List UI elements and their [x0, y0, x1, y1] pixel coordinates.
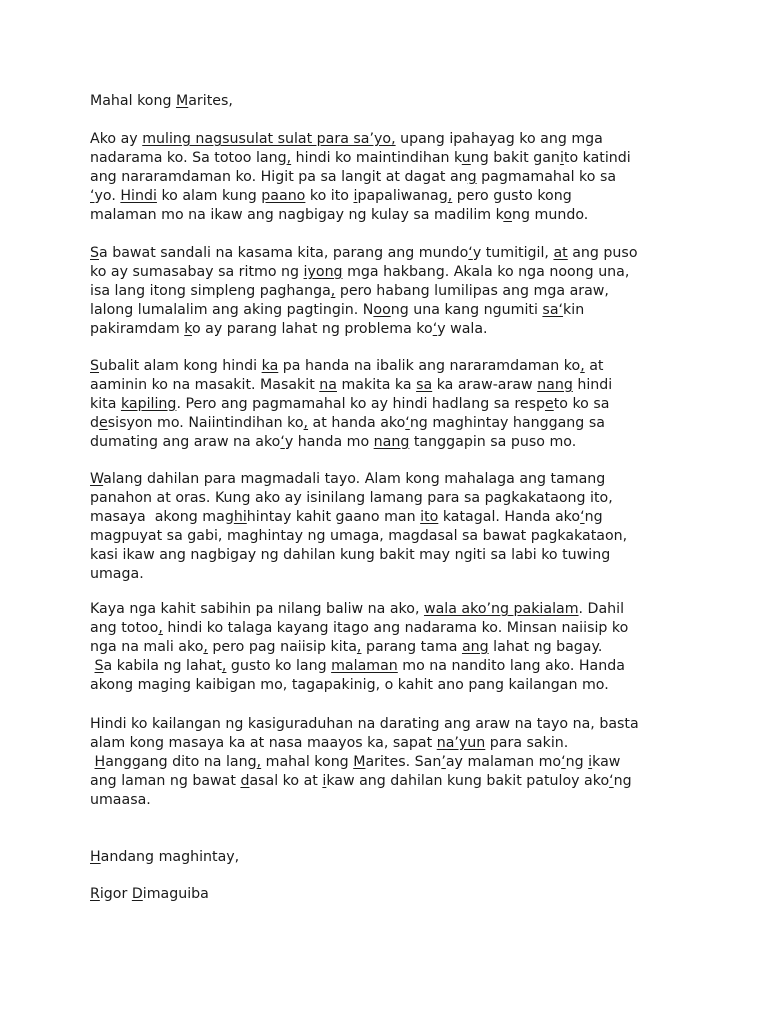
text-line — [90, 772, 690, 791]
text-run: lahat ng bagay. — [488, 638, 603, 655]
underlined-text: u — [461, 149, 471, 166]
text-run: mga hakbang. Akala ko nga noong una, — [342, 263, 630, 280]
text-line — [90, 885, 690, 904]
underlined-text: i — [353, 187, 358, 204]
text-run: pero gusto kong — [452, 187, 572, 204]
text-run: d — [90, 414, 100, 431]
text-line — [90, 619, 690, 638]
underlined-text: , — [256, 753, 262, 770]
text-run: pa handa na ibalik ang nararamdaman ko — [278, 358, 581, 374]
underlined-text: hi — [233, 508, 247, 525]
underlined-text: ‘ — [280, 433, 285, 450]
text-run: a bawat sandali na kasama kita, parang ang mundo — [99, 245, 469, 261]
underlined-text: k — [184, 320, 192, 337]
underlined-text: ang — [461, 638, 489, 655]
underlined-text: g — [467, 168, 477, 185]
underlined-text: i — [588, 753, 593, 770]
text-run: hindi ko talaga kayang itago ang nadarama ko. Minsan naiisip ko — [162, 619, 629, 636]
underlined-text: i — [559, 149, 564, 166]
underlined-text: kapiling — [120, 395, 177, 412]
text-run: y handa mo — [284, 433, 374, 450]
underlined-text: W — [90, 471, 104, 487]
underlined-text: sa — [416, 376, 433, 393]
underlined-text: o — [503, 206, 513, 223]
text-line — [90, 301, 690, 320]
text-run: yo. — [94, 187, 121, 204]
text-run: Mahal kong — [90, 93, 176, 109]
text-run: at handa ako — [308, 414, 406, 431]
text-line — [90, 676, 690, 695]
text-line — [90, 734, 690, 753]
text-run: sisyon mo. Naiintindihan ko — [107, 414, 304, 431]
underlined-text: ito — [420, 508, 439, 525]
underlined-text: S — [94, 657, 104, 674]
text-run: imaguiba — [142, 886, 209, 902]
text-run: masaya akong mag — [90, 508, 234, 525]
text-line — [90, 657, 690, 676]
underlined-text: ‘ — [468, 245, 473, 261]
text-run: kaw — [592, 753, 621, 770]
text-line — [90, 414, 690, 433]
text-run: arites. San — [365, 753, 442, 770]
underlined-text: iyong — [303, 263, 343, 280]
text-run: pakiramdam — [90, 320, 185, 337]
underlined-text: , — [447, 187, 453, 204]
text-line — [90, 527, 690, 546]
underlined-text: e — [99, 414, 108, 431]
text-run: ko alam kung — [156, 187, 262, 204]
underlined-text: , — [303, 414, 309, 431]
underlined-text: ’ — [441, 753, 446, 770]
text-run: y wala. — [437, 320, 488, 337]
text-run: tanggapin sa puso mo. — [409, 433, 577, 450]
underlined-text: muling nagsusulat sulat para sa’yo, — [142, 131, 396, 147]
text-line — [90, 395, 690, 414]
letter-paragraph-3 — [90, 357, 690, 452]
text-run: gusto ko lang — [226, 657, 332, 674]
text-run: hindi ko maintindihan k — [291, 149, 462, 166]
text-run: ang puso — [567, 245, 638, 261]
text-run: kin — [563, 301, 585, 318]
text-run: parang tama — [361, 638, 462, 655]
underlined-text: H — [90, 849, 101, 865]
text-run: ang laman ng bawat — [90, 772, 241, 789]
text-run: katagal. Handa ako — [438, 508, 581, 525]
letter-paragraph-6 — [90, 715, 690, 810]
underlined-text: Hindi — [120, 187, 157, 204]
text-run: to katindi — [563, 149, 631, 166]
letter-closing — [90, 848, 690, 867]
text-run: pero habang lumilipas ang mga araw, — [335, 282, 609, 299]
text-run: nga na mali ako — [90, 638, 204, 655]
text-run: alam kong masaya ka at nasa maayos ka, sapat — [90, 734, 437, 751]
text-line — [90, 433, 690, 452]
letter-paragraph-2 — [90, 244, 690, 339]
underlined-text: nang — [373, 433, 410, 450]
text-run: ng — [613, 772, 632, 789]
underlined-text: ‘ — [609, 772, 614, 789]
text-run: ng — [584, 508, 603, 525]
text-run: umaga. — [90, 565, 144, 582]
text-run: ng bakit gan — [470, 149, 560, 166]
text-line — [90, 715, 690, 734]
text-run: Ako ay — [90, 131, 143, 147]
text-run: ang nararamdaman ko. Higit pa sa langit at dagat an — [90, 168, 468, 185]
text-line — [90, 848, 690, 867]
text-line — [90, 546, 690, 565]
text-run: anggang dito na lang — [105, 753, 257, 770]
text-run: at — [584, 358, 604, 374]
text-run: . Dahil — [578, 601, 625, 617]
text-run: upang ipahayag ko ang mga — [395, 131, 603, 147]
text-run: kita — [90, 395, 121, 412]
text-run: panahon at oras. Kung ako ay isinilang lamang para sa pagkakataong ito, — [90, 489, 613, 506]
text-run: kasi ikaw ang nagbigay ng dahilan kung bakit may ngiti sa labi ko tuwing — [90, 546, 611, 563]
text-run: y tumitigil, — [472, 245, 554, 261]
text-run: o ay parang lahat ng problema ko — [191, 320, 433, 337]
text-line — [90, 206, 690, 225]
text-line — [90, 600, 690, 619]
underlined-text: R — [90, 886, 100, 902]
text-run: lalong lumalalim ang aking pagtingin. N — [90, 301, 374, 318]
text-run: pero pag naiisip kita — [207, 638, 357, 655]
text-line — [90, 791, 690, 810]
underlined-text: H — [94, 753, 106, 770]
text-line — [90, 357, 690, 376]
letter-paragraph-1 — [90, 130, 690, 225]
underlined-text: , — [330, 282, 336, 299]
text-run: malaman mo na ikaw ang nagbigay ng kulay sa madilim k — [90, 206, 504, 223]
underlined-text: , — [158, 619, 163, 636]
text-line — [90, 130, 690, 149]
text-run: igor — [99, 886, 132, 902]
text-line — [90, 565, 690, 584]
text-run: dumating ang araw na ako — [90, 433, 281, 450]
underlined-text: ‘ — [405, 414, 410, 431]
underlined-text: , — [286, 149, 292, 166]
underlined-text: M — [175, 93, 189, 109]
underlined-text: e — [544, 395, 554, 412]
text-run: Hindi ko kailangan ng kasiguraduhan na darating ang araw na tayo na, basta — [90, 716, 639, 732]
underlined-text: S — [90, 358, 100, 374]
letter-greeting — [90, 92, 690, 111]
text-run: . Pero ang pagmamahal ko ay hindi hadlang sa resp — [176, 395, 545, 412]
text-line — [90, 282, 690, 301]
letter-signature — [90, 885, 690, 904]
text-run: ang totoo — [90, 619, 159, 636]
text-line — [90, 244, 690, 263]
text-run: ng — [565, 753, 589, 770]
text-run: arites, — [188, 93, 233, 109]
text-run: akong maging kaibigan mo, tagapakinig, o kahit ano pang kailangan mo. — [90, 676, 609, 693]
underlined-text: M — [353, 753, 366, 770]
underlined-text: sa — [542, 301, 559, 318]
underlined-text: d — [240, 772, 250, 789]
text-line — [90, 638, 690, 657]
underlined-text: , — [203, 638, 208, 655]
underlined-text: , — [221, 657, 227, 674]
text-run: kaw ang dahilan kung bakit patuloy ako — [326, 772, 610, 789]
underlined-text: ka — [261, 358, 279, 374]
underlined-text: S — [90, 245, 100, 261]
text-run: ng mundo. — [512, 206, 589, 223]
underlined-text: , — [580, 358, 585, 374]
text-run: aaminin ko na masakit. Masakit — [90, 376, 320, 393]
underlined-text: na — [319, 376, 337, 393]
underlined-text: , — [356, 638, 362, 655]
text-run: papaliwanag — [357, 187, 448, 204]
underlined-text: ‘ — [561, 753, 566, 770]
text-line — [90, 263, 690, 282]
text-run: ng una kang ngumiti — [390, 301, 543, 318]
text-run: hindi — [572, 376, 613, 393]
text-run: a kabila ng lahat — [103, 657, 222, 674]
text-run: magpuyat sa gabi, maghintay ng umaga, magdasal sa bawat pagkakataon, — [90, 527, 628, 544]
underlined-text: malaman — [331, 657, 398, 674]
text-run: asal ko at — [249, 772, 323, 789]
underlined-text: paano — [261, 187, 306, 204]
text-line — [90, 489, 690, 508]
text-line — [90, 753, 690, 772]
text-line — [90, 149, 690, 168]
text-line — [90, 187, 690, 206]
letter-paragraph-4 — [90, 470, 690, 583]
text-line — [90, 470, 690, 489]
text-line — [90, 376, 690, 395]
text-run: isa lang itong simpleng paghanga — [90, 282, 331, 299]
text-run: ay malaman mo — [445, 753, 562, 770]
text-run: mo na nandito lang ako. Handa — [397, 657, 625, 674]
text-run: para sakin. — [485, 734, 569, 751]
text-line — [90, 320, 690, 339]
underlined-text: i — [322, 772, 327, 789]
underlined-text: nang — [537, 376, 573, 393]
text-run: ko ito — [305, 187, 354, 204]
text-run: ko ay sumasabay sa ritmo ng — [90, 263, 304, 280]
text-line — [90, 92, 690, 111]
text-run: ka araw-araw — [432, 376, 538, 393]
underlined-text: at — [553, 245, 568, 261]
letter-paragraph-5 — [90, 600, 690, 695]
text-run: mahal kong — [261, 753, 354, 770]
text-run: ng maghintay hanggang sa — [409, 414, 605, 431]
text-line — [90, 508, 690, 527]
underlined-text: ‘ — [90, 187, 95, 204]
text-run: alang dahilan para magmadali tayo. Alam kong mahalaga ang tamang — [103, 471, 606, 487]
underlined-text: ‘ — [432, 320, 438, 337]
text-line — [90, 168, 690, 187]
text-run: to ko sa — [553, 395, 610, 412]
text-run: andang maghintay, — [100, 849, 240, 865]
text-run: ubalit alam kong hindi — [99, 358, 262, 374]
text-run: makita ka — [336, 376, 417, 393]
text-run: nadarama ko. Sa totoo lang — [90, 149, 287, 166]
underlined-text: ‘ — [580, 508, 585, 525]
underlined-text: oo — [373, 301, 391, 318]
text-run: Kaya nga kahit sabihin pa nilang baliw na ako, — [90, 601, 424, 617]
text-run: umaasa. — [90, 791, 151, 808]
text-run: pagmamahal ko sa — [476, 168, 617, 185]
underlined-text: D — [131, 886, 143, 902]
text-run: hintay kahit gaano man — [246, 508, 421, 525]
underlined-text: na’yun — [436, 734, 486, 751]
underlined-text: wala ako’ng pakialam — [423, 601, 579, 617]
underlined-text: ‘ — [558, 301, 564, 318]
